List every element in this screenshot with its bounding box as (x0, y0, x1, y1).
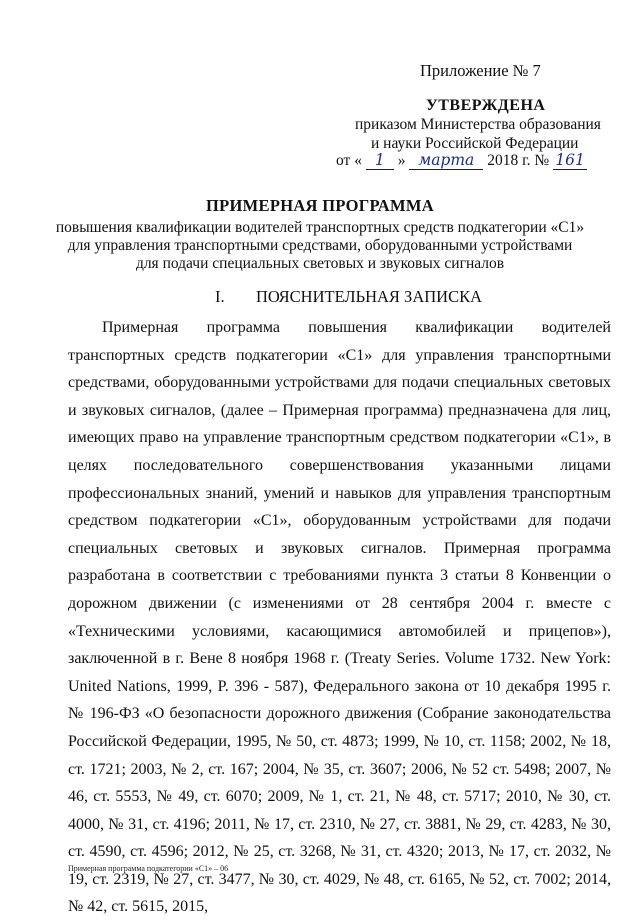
appendix-label: Приложение № 7 (420, 61, 541, 80)
date-year: 2018 г. № (487, 152, 550, 169)
section-title: ПОЯСНИТЕЛЬНАЯ ЗАПИСКА (256, 287, 482, 306)
approved-label: УТВЕРЖДЕНА (426, 97, 546, 114)
date-prefix: от « (336, 152, 362, 169)
section-number: I. (215, 287, 225, 306)
document-subtitle-3: для подачи специальных световых и звуковых сигналов (135, 255, 505, 272)
document-subtitle-1: повышения квалификации водителей транспортных средств подкатегории «C1» (55, 219, 585, 236)
handwritten-day: 1 (366, 151, 394, 170)
date-mid: » (397, 152, 406, 169)
order-date-line (336, 150, 640, 171)
handwritten-month: марта (409, 151, 483, 170)
page-footer: Примерная программа подкатегории «C1» – 06 (68, 864, 229, 873)
order-line-1: приказом Министерства образования (355, 116, 601, 133)
body-paragraph: Примерная программа повышения квалификации водителей транспортных средств подкатегории «C1» для управления транспортными средствами, оборудованными устройствами для подачи специальных световых и звуковых сигналов, (далее – Примерная программа) предназначена для лиц, имеющих право на управление транспортным средством подкатегории «C1», в целях последовательного совершенствования указанными лицами профессиональных знаний, умений и навыков для управления транспортным средством подкатегории «C1», оборудованным устройствами для подачи специальных световых и звуковых сигналов. Примерная программа разработана в соответствии с требованиями пункта 3 статьи 8 Конвенции о дорожном движении (с изменениями от 28 сентября 2004 г. вместе с «Техническими условиями, касающимися автомобилей и прицепов»), заключенной в г. Вене 8 ноября 1968 г. (Treaty Series. Volume 1732. New York: United Nations, 1999, P. 396 - 587), Федерального закона от 10 декабря 1995 г. № 196-ФЗ «О безопасности дорожного движения (Собрание законодательства Российской Федерации, 1995, № 50, ст. 4873; 1999, № 10, ст. 1158; 2002, № 18, ст. 1721; 2003, № 2, ст. 167; 2004, № 35, ст. 3607; 2006, № 52 ст. 5498; 2007, № 46, ст. 5553, № 49, ст. 6070; 2009, № 1, ст. 21, № 48, ст. 5717; 2010, № 30, ст. 4000, № 31, ст. 4196; 2011, № 17, ст. 2310, № 27, ст. 3881, № 29, ст. 4283, № 30, ст. 4590, ст. 4596; 2012, № 25, ст. 3268, № 31, ст. 4320; 2013, № 17, ст. 2032, № 19, ст. 2319, № 27, ст. 3477, № 30, ст. 4029, № 48, ст. 6165, № 52, ст. 7002; 2014, № 42, ст. 5615, 2015, (68, 319, 611, 916)
order-line-2: и науки Российской Федерации (371, 135, 579, 152)
document-title: ПРИМЕРНАЯ ПРОГРАММА (206, 196, 434, 215)
handwritten-order-number: 161 (553, 151, 587, 170)
document-subtitle-2: для управления транспортными средствами, оборудованными устройствами (67, 237, 573, 254)
